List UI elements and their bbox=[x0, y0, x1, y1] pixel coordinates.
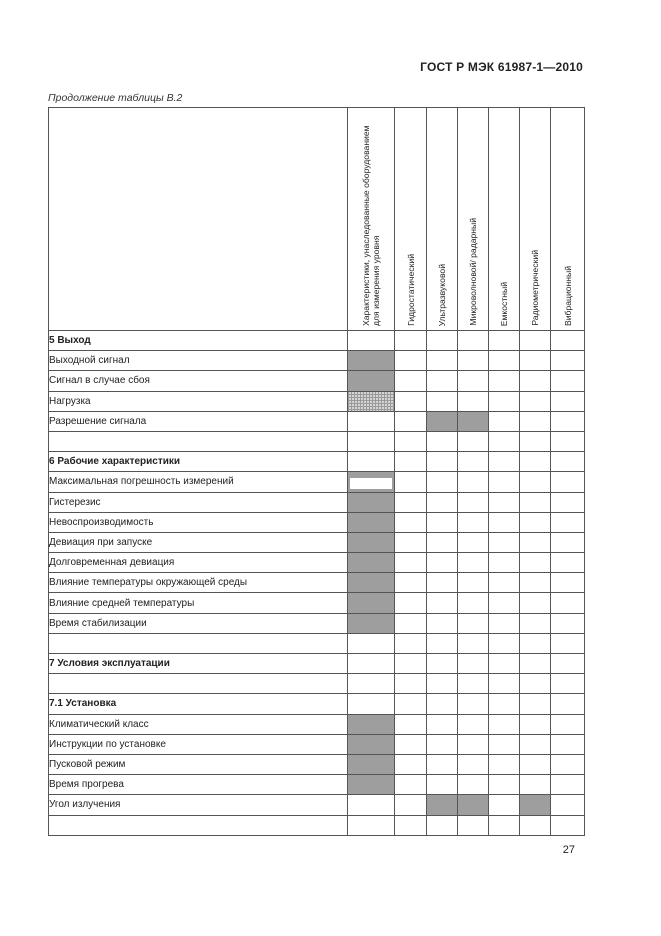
row-label: Невоспроизводимость bbox=[49, 512, 348, 532]
shaded-cell bbox=[348, 573, 395, 593]
column-header-label: Вибрационный bbox=[562, 266, 573, 326]
table-cell bbox=[458, 815, 489, 835]
table-row bbox=[49, 553, 585, 573]
table-cell bbox=[551, 472, 585, 492]
table-cell bbox=[395, 371, 427, 391]
table-cell bbox=[348, 411, 395, 431]
table-cell bbox=[551, 331, 585, 351]
table-cell bbox=[395, 613, 427, 633]
row-label bbox=[49, 674, 348, 694]
table-cell bbox=[551, 351, 585, 371]
table-row bbox=[49, 351, 585, 371]
table-cell bbox=[520, 331, 551, 351]
shaded-cell bbox=[520, 795, 551, 815]
table-row bbox=[49, 532, 585, 552]
table-cell bbox=[489, 815, 520, 835]
table-cell bbox=[489, 633, 520, 653]
table-cell bbox=[427, 613, 458, 633]
table-cell bbox=[458, 593, 489, 613]
table-body bbox=[49, 331, 585, 836]
table-cell bbox=[395, 351, 427, 371]
table-cell bbox=[395, 795, 427, 815]
table-cell bbox=[458, 613, 489, 633]
table-cell bbox=[489, 371, 520, 391]
table-row bbox=[49, 633, 585, 653]
table-row bbox=[49, 795, 585, 815]
table-cell bbox=[551, 613, 585, 633]
table-cell bbox=[489, 795, 520, 815]
table-cell bbox=[551, 553, 585, 573]
table-row bbox=[49, 694, 585, 714]
table-cell bbox=[551, 593, 585, 613]
page-number: 27 bbox=[562, 844, 575, 856]
table-cell bbox=[427, 775, 458, 795]
table-cell bbox=[427, 674, 458, 694]
shaded-cell bbox=[348, 351, 395, 371]
table-cell bbox=[427, 331, 458, 351]
table-cell bbox=[489, 674, 520, 694]
table-row bbox=[49, 714, 585, 734]
table-row bbox=[49, 431, 585, 451]
table-cell bbox=[427, 654, 458, 674]
table-cell bbox=[520, 593, 551, 613]
table-row bbox=[49, 754, 585, 774]
column-header-label: Радиометрический bbox=[530, 250, 540, 326]
row-label: Климатический класс bbox=[49, 714, 348, 734]
table-cell bbox=[395, 674, 427, 694]
table-cell bbox=[458, 371, 489, 391]
row-label: Время стабилизации bbox=[49, 613, 348, 633]
table-cell bbox=[427, 754, 458, 774]
patterned-cell bbox=[348, 391, 395, 411]
table-row bbox=[49, 654, 585, 674]
shaded-cell bbox=[348, 532, 395, 552]
section-heading: 7 Условия эксплуатации bbox=[49, 654, 348, 674]
table-cell bbox=[520, 512, 551, 532]
table-cell bbox=[489, 472, 520, 492]
table-cell bbox=[395, 391, 427, 411]
row-label bbox=[49, 431, 348, 451]
table-cell bbox=[458, 452, 489, 472]
row-label: Максимальная погрешность измерений bbox=[49, 472, 348, 492]
table-cell bbox=[489, 694, 520, 714]
table-cell bbox=[520, 754, 551, 774]
table-cell bbox=[489, 391, 520, 411]
table-cell bbox=[458, 512, 489, 532]
table-cell bbox=[348, 815, 395, 835]
table-cell bbox=[427, 694, 458, 714]
table-cell bbox=[458, 633, 489, 653]
table-cell bbox=[395, 815, 427, 835]
header-label-column bbox=[49, 108, 348, 331]
shaded-cell bbox=[348, 714, 395, 734]
table-cell bbox=[458, 573, 489, 593]
table-cell bbox=[489, 734, 520, 754]
table-cell bbox=[520, 553, 551, 573]
table-cell bbox=[520, 694, 551, 714]
table-row bbox=[49, 411, 585, 431]
table-cell bbox=[520, 714, 551, 734]
table-row bbox=[49, 674, 585, 694]
shaded-cell bbox=[348, 613, 395, 633]
table-cell bbox=[551, 532, 585, 552]
table-cell bbox=[520, 371, 551, 391]
table-cell bbox=[551, 694, 585, 714]
table-cell bbox=[427, 573, 458, 593]
table-cell bbox=[551, 512, 585, 532]
table-cell bbox=[520, 815, 551, 835]
row-label: Время прогрева bbox=[49, 775, 348, 795]
table-cell bbox=[551, 391, 585, 411]
table-cell bbox=[427, 532, 458, 552]
shaded-cell bbox=[348, 371, 395, 391]
table-cell bbox=[551, 775, 585, 795]
row-label bbox=[49, 815, 348, 835]
table-cell bbox=[458, 654, 489, 674]
table-cell bbox=[458, 714, 489, 734]
table-cell bbox=[520, 633, 551, 653]
row-label: Влияние температуры окружающей среды bbox=[49, 573, 348, 593]
table-cell bbox=[520, 472, 551, 492]
table-row bbox=[49, 593, 585, 613]
table-caption: Продолжение таблицы В.2 bbox=[48, 92, 183, 104]
table-cell bbox=[458, 754, 489, 774]
table-row bbox=[49, 492, 585, 512]
shaded-cell bbox=[348, 734, 395, 754]
column-header-label: Ультразвуковой bbox=[437, 263, 447, 326]
table-cell bbox=[427, 351, 458, 371]
table-cell bbox=[395, 472, 427, 492]
table-cell bbox=[551, 795, 585, 815]
shaded-cell bbox=[348, 593, 395, 613]
table-cell bbox=[489, 553, 520, 573]
table-cell bbox=[551, 411, 585, 431]
row-label: Угол излучения bbox=[49, 795, 348, 815]
table-cell bbox=[427, 391, 458, 411]
table-cell bbox=[427, 734, 458, 754]
table-cell bbox=[551, 734, 585, 754]
shaded-cell bbox=[348, 553, 395, 573]
table-cell bbox=[427, 472, 458, 492]
table-cell bbox=[551, 815, 585, 835]
column-header-label: Характеристики, унаследованные оборудованием для измерения уровня bbox=[361, 125, 381, 326]
table-cell bbox=[520, 431, 551, 451]
row-label: Гистерезис bbox=[49, 492, 348, 512]
table-cell bbox=[489, 593, 520, 613]
table-cell bbox=[489, 411, 520, 431]
table-cell bbox=[551, 714, 585, 734]
row-label: Инструкции по установке bbox=[49, 734, 348, 754]
table-cell bbox=[551, 654, 585, 674]
table-cell bbox=[395, 452, 427, 472]
table-row bbox=[49, 775, 585, 795]
table-cell bbox=[520, 351, 551, 371]
table-cell bbox=[395, 431, 427, 451]
column-header bbox=[520, 108, 551, 331]
shaded-cell bbox=[427, 795, 458, 815]
table-row bbox=[49, 734, 585, 754]
table-cell bbox=[520, 775, 551, 795]
row-label: Разрешение сигнала bbox=[49, 411, 348, 431]
characteristics-table bbox=[48, 107, 585, 836]
cell-inner-blank bbox=[350, 478, 392, 489]
column-header-label: Гидростатический bbox=[405, 254, 416, 326]
table-row bbox=[49, 371, 585, 391]
row-label: Сигнал в случае сбоя bbox=[49, 371, 348, 391]
table-cell bbox=[520, 573, 551, 593]
table-cell bbox=[458, 674, 489, 694]
table-cell bbox=[395, 633, 427, 653]
row-label: Девиация при запуске bbox=[49, 532, 348, 552]
section-heading: 5 Выход bbox=[49, 331, 348, 351]
table-cell bbox=[489, 452, 520, 472]
table-cell bbox=[427, 815, 458, 835]
partially-shaded-cell bbox=[348, 472, 395, 492]
table-cell bbox=[458, 431, 489, 451]
shaded-cell bbox=[458, 795, 489, 815]
table-cell bbox=[395, 694, 427, 714]
document-header: ГОСТ Р МЭК 61987-1—2010 bbox=[420, 60, 583, 74]
shaded-cell bbox=[348, 775, 395, 795]
table-cell bbox=[458, 472, 489, 492]
table-row bbox=[49, 512, 585, 532]
column-header-label: Емкостный bbox=[499, 281, 509, 326]
table-row bbox=[49, 391, 585, 411]
table-cell bbox=[520, 674, 551, 694]
table-cell bbox=[520, 391, 551, 411]
table-cell bbox=[520, 532, 551, 552]
table-cell bbox=[395, 411, 427, 431]
section-heading: 6 Рабочие характеристики bbox=[49, 452, 348, 472]
table-cell bbox=[348, 331, 395, 351]
table-row bbox=[49, 613, 585, 633]
table-cell bbox=[551, 754, 585, 774]
table-cell bbox=[520, 492, 551, 512]
table-cell bbox=[427, 553, 458, 573]
table-row bbox=[49, 331, 585, 351]
column-header bbox=[395, 108, 427, 331]
row-label: Нагрузка bbox=[49, 391, 348, 411]
shaded-cell bbox=[348, 512, 395, 532]
table-row bbox=[49, 452, 585, 472]
table-cell bbox=[458, 775, 489, 795]
table-cell bbox=[489, 351, 520, 371]
row-label: Влияние средней температуры bbox=[49, 593, 348, 613]
shaded-cell bbox=[348, 754, 395, 774]
table-cell bbox=[395, 714, 427, 734]
table-cell bbox=[348, 452, 395, 472]
table-cell bbox=[551, 674, 585, 694]
shaded-cell bbox=[427, 411, 458, 431]
column-header bbox=[551, 108, 585, 331]
table-cell bbox=[489, 512, 520, 532]
table-cell bbox=[489, 714, 520, 734]
table-header-row bbox=[49, 108, 585, 331]
column-header bbox=[458, 108, 489, 331]
table-cell bbox=[458, 331, 489, 351]
row-label: Долговременная девиация bbox=[49, 553, 348, 573]
table-cell bbox=[458, 351, 489, 371]
table-cell bbox=[348, 654, 395, 674]
table-row bbox=[49, 815, 585, 835]
row-label: Выходной сигнал bbox=[49, 351, 348, 371]
table-cell bbox=[395, 593, 427, 613]
table-cell bbox=[489, 532, 520, 552]
table-cell bbox=[489, 654, 520, 674]
table-cell bbox=[551, 371, 585, 391]
table-cell bbox=[395, 654, 427, 674]
table-cell bbox=[395, 512, 427, 532]
table-cell bbox=[489, 613, 520, 633]
table-cell bbox=[551, 452, 585, 472]
table-cell bbox=[489, 331, 520, 351]
table-cell bbox=[427, 431, 458, 451]
row-label: Пусковой режим bbox=[49, 754, 348, 774]
table-cell bbox=[427, 714, 458, 734]
row-label bbox=[49, 633, 348, 653]
table-cell bbox=[489, 775, 520, 795]
table-cell bbox=[520, 613, 551, 633]
table-cell bbox=[348, 795, 395, 815]
table-row bbox=[49, 472, 585, 492]
table-row bbox=[49, 573, 585, 593]
table-cell bbox=[395, 553, 427, 573]
table-cell bbox=[395, 734, 427, 754]
table-cell bbox=[458, 553, 489, 573]
table-cell bbox=[395, 492, 427, 512]
table-cell bbox=[551, 573, 585, 593]
column-header bbox=[348, 108, 395, 331]
table-cell bbox=[458, 391, 489, 411]
table-cell bbox=[427, 371, 458, 391]
table-cell bbox=[458, 532, 489, 552]
table-cell bbox=[458, 492, 489, 512]
column-header bbox=[427, 108, 458, 331]
table-cell bbox=[427, 452, 458, 472]
table-cell bbox=[427, 593, 458, 613]
table-cell bbox=[551, 633, 585, 653]
table-cell bbox=[520, 654, 551, 674]
table-cell bbox=[551, 492, 585, 512]
table-cell bbox=[395, 775, 427, 795]
table-cell bbox=[348, 633, 395, 653]
table-cell bbox=[551, 431, 585, 451]
table-cell bbox=[489, 754, 520, 774]
table-cell bbox=[489, 431, 520, 451]
table-cell bbox=[427, 512, 458, 532]
table-cell bbox=[395, 331, 427, 351]
table-cell bbox=[520, 411, 551, 431]
table-cell bbox=[489, 492, 520, 512]
shaded-cell bbox=[458, 411, 489, 431]
table-cell bbox=[520, 452, 551, 472]
table-cell bbox=[395, 754, 427, 774]
table-cell bbox=[427, 492, 458, 512]
column-header bbox=[489, 108, 520, 331]
column-header-label: Микроволновой/ радарный bbox=[468, 218, 478, 326]
table-cell bbox=[395, 573, 427, 593]
shaded-cell bbox=[348, 492, 395, 512]
section-heading: 7.1 Установка bbox=[49, 694, 348, 714]
table-cell bbox=[427, 633, 458, 653]
table-cell bbox=[348, 674, 395, 694]
table-cell bbox=[458, 694, 489, 714]
table-cell bbox=[348, 431, 395, 451]
table-cell bbox=[520, 734, 551, 754]
table-cell bbox=[395, 532, 427, 552]
table-cell bbox=[489, 573, 520, 593]
table-cell bbox=[458, 734, 489, 754]
table-cell bbox=[348, 694, 395, 714]
